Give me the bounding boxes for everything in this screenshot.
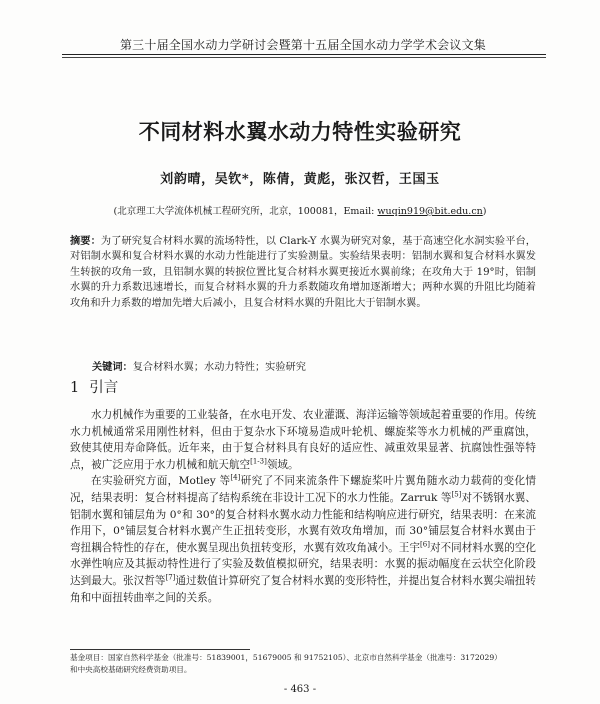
affiliation-text: (北京理工大学流体机械工程研究所，北京，100081，Email: (113, 206, 378, 217)
citation-ref[interactable]: [5] (451, 490, 462, 499)
footnote-rule (70, 649, 250, 650)
affiliation (60, 203, 540, 217)
affiliation-close: ) (482, 206, 487, 217)
citation-ref[interactable]: [4] (230, 473, 241, 482)
running-header: 第三十届全国水动力学研讨会暨第十五届全国水动力学学术会议文集 (119, 38, 486, 52)
p1-text-b: 领域。 (266, 458, 299, 471)
keywords-label: 关键词： (92, 362, 133, 373)
p1-text-a: 水力机械作为重要的工业装备，在水电开发、农业灌溉、海洋运输等领域起着重要的作用。传统水力机械通常采用刚性材料，但由于复杂水下环境易造成叶轮机、螺旋桨等水力机械的严重腐蚀，致使其使用寿命降低。近年来，由于复合材料具有良好的适应性、减重效果显著、抗腐蚀性强等特点，被广泛应用于水力机械和航天航空 (70, 409, 536, 471)
p2-text-b: 研究了不同来流条件下螺旋桨叶片翼角随水动力载荷的变化情况，结果表明：复合材料提高了结构系统在非设计工况下的水力性能。Zarruk 等 (70, 475, 536, 504)
body-text (70, 407, 536, 606)
paper-title: 不同材料水翼水动力特性实验研究 (138, 120, 462, 144)
author-list: 刘韵晴，吴钦*，陈倩，黄彪，张汉哲，王国玉 (160, 172, 440, 187)
paragraph-2 (70, 473, 536, 606)
header-rule (62, 54, 546, 55)
footnote-line-1: 基金项目：国家自然科学基金（批准号：51839001，51679005 和 91752105）、北京市自然科学基金（批准号：3172029） (70, 653, 502, 662)
footnote-line-2: 和中央高校基础研究经费资助项目。 (70, 665, 192, 674)
p2-text-d: 对不同材料水翼的空化水弹性响应及其振动特性进行了实验及数值模拟研究，结果表明：水翼的振动幅度在云状空化阶段达到最大。张汉哲等 (70, 541, 537, 587)
abstract (70, 234, 536, 311)
section-heading (70, 376, 118, 397)
footnote (70, 652, 540, 676)
p2-text-a: 在实验研究方面，Motley 等 (91, 475, 231, 488)
header-rule-thin (62, 57, 546, 58)
abstract-text: 为了研究复合材料水翼的流场特性，以 Clark-Y 水翼为研究对象，基于高速空化水洞实验平台，对铝制水翼和复合材料水翼的水动力性能进行了实验测量。实验结果表明：铝制水翼和复合材料水翼发生转捩的攻角一致，且铝制水翼的转捩位置比复合材料水翼更接近水翼前缘；在攻角大于 19°时，铝制水翼的升力系数迅速增长，而复合材料水翼的升力系数随攻角增加逐渐增大；两种水翼的升阻比均随着攻角和升力系数的增加先增大后减小，且复合材料水翼的升阻比大于铝制水翼。 (70, 236, 536, 309)
section-title: 引言 (89, 380, 119, 396)
citation-ref[interactable]: [1-3] (250, 457, 267, 466)
section-number: 1 (70, 380, 80, 396)
email-link[interactable]: wuqin919@bit.edu.cn (377, 206, 483, 217)
p2-text-c: 对不锈钢水翼、铝制水翼和铺层角为 0°和 30°的复合材料水翼水动力性能和结构响应进行研究，结果表明：在来流作用下，0°铺层复合材料水翼产生正扭转变形，水翼有效攻角增加，而 30°铺层复合材料水翼由于弯扭耦合特性的存在，使水翼呈现出负扭转变形，水翼有效攻角减小。王宇 (70, 491, 536, 554)
keywords (92, 360, 536, 375)
abstract-label: 摘要： (70, 236, 101, 247)
paragraph-1 (70, 407, 536, 473)
page-number: - 463 - (283, 684, 317, 695)
citation-ref[interactable]: [7] (165, 573, 176, 582)
citation-ref[interactable]: [6] (420, 540, 430, 549)
keywords-text: 复合材料水翼；水动力特性；实验研究 (132, 362, 306, 373)
p2-text-e: 通过数值计算研究了复合材料水翼的变形特性，并提出复合材料水翼尖端扭转角和中面扭转曲率之间的关系。 (70, 574, 537, 604)
